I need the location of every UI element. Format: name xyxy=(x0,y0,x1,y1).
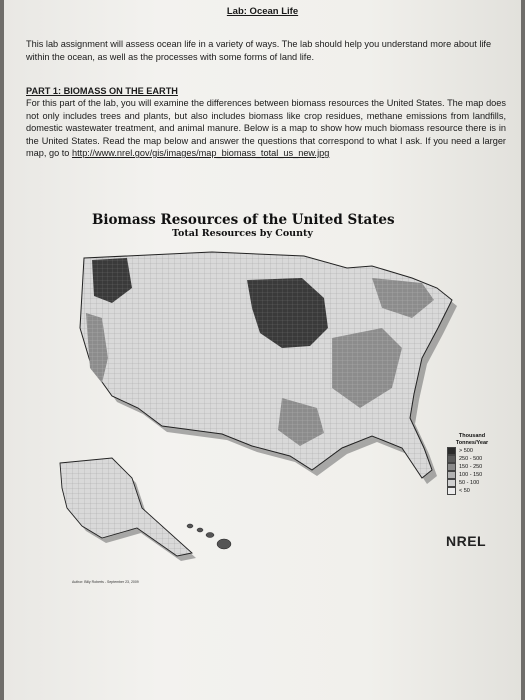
legend-item xyxy=(447,463,497,471)
legend-item xyxy=(447,455,497,463)
nrel-logo: NREL xyxy=(446,533,487,549)
legend-item xyxy=(447,479,497,487)
legend-swatch xyxy=(447,487,456,495)
legend-swatch xyxy=(447,479,456,487)
part-heading: PART 1: BIOMASS ON THE EARTH xyxy=(26,86,178,96)
us-map-graphic xyxy=(42,208,498,598)
intro-paragraph: This lab assignment will assess ocean life in a variety of ways. The lab should help you understand more about life within the ocean, as well as the processes with some forms of land life. xyxy=(26,39,492,62)
alaska xyxy=(60,458,192,556)
map-url-link[interactable]: http://www.nrel.gov/gis/images/map_biomass_total_us_new.jpg xyxy=(71,148,330,158)
legend-swatch xyxy=(447,463,456,471)
legend-swatch xyxy=(447,455,456,463)
page-title: Lab: Ocean Life xyxy=(226,6,299,17)
legend-label: > 500 xyxy=(459,448,473,454)
legend-swatch xyxy=(447,471,456,479)
legend-label: < 50 xyxy=(459,488,470,494)
biomass-map-figure xyxy=(42,208,498,598)
legend-label: 250 - 500 xyxy=(459,456,483,462)
worksheet-page xyxy=(4,0,521,700)
legend-title: Thousand Tonnes/Year xyxy=(455,433,489,446)
legend-item xyxy=(447,487,497,495)
legend-swatch xyxy=(447,447,456,455)
legend-item xyxy=(447,447,497,455)
map-subtitle: Total Resources by County xyxy=(172,228,313,239)
hawaii xyxy=(187,524,231,549)
legend-label: 50 - 100 xyxy=(459,480,480,486)
legend-label: 100 - 150 xyxy=(459,472,483,478)
map-title: Biomass Resources of the United States xyxy=(92,212,395,228)
legend-item xyxy=(447,471,497,479)
part-body-text: For this part of the lab, you will examine the differences between biomass resources the United States. The map does not only includes trees and plants, but also includes biomass like crop residues, methane emissions from landfills, domestic wastewater treatment, and animal manure. Below is a map to show how much biomass resource there is in the United States. Read the map below and answer the questions that correspond to what I ask. If you need a larger map, go to xyxy=(26,98,506,158)
part-body xyxy=(26,97,506,160)
legend-label: 150 - 250 xyxy=(459,464,483,470)
legend-rows xyxy=(447,447,497,495)
map-legend xyxy=(447,433,497,495)
map-author: Author: Billy Roberts - September 23, 2009 xyxy=(72,580,139,584)
